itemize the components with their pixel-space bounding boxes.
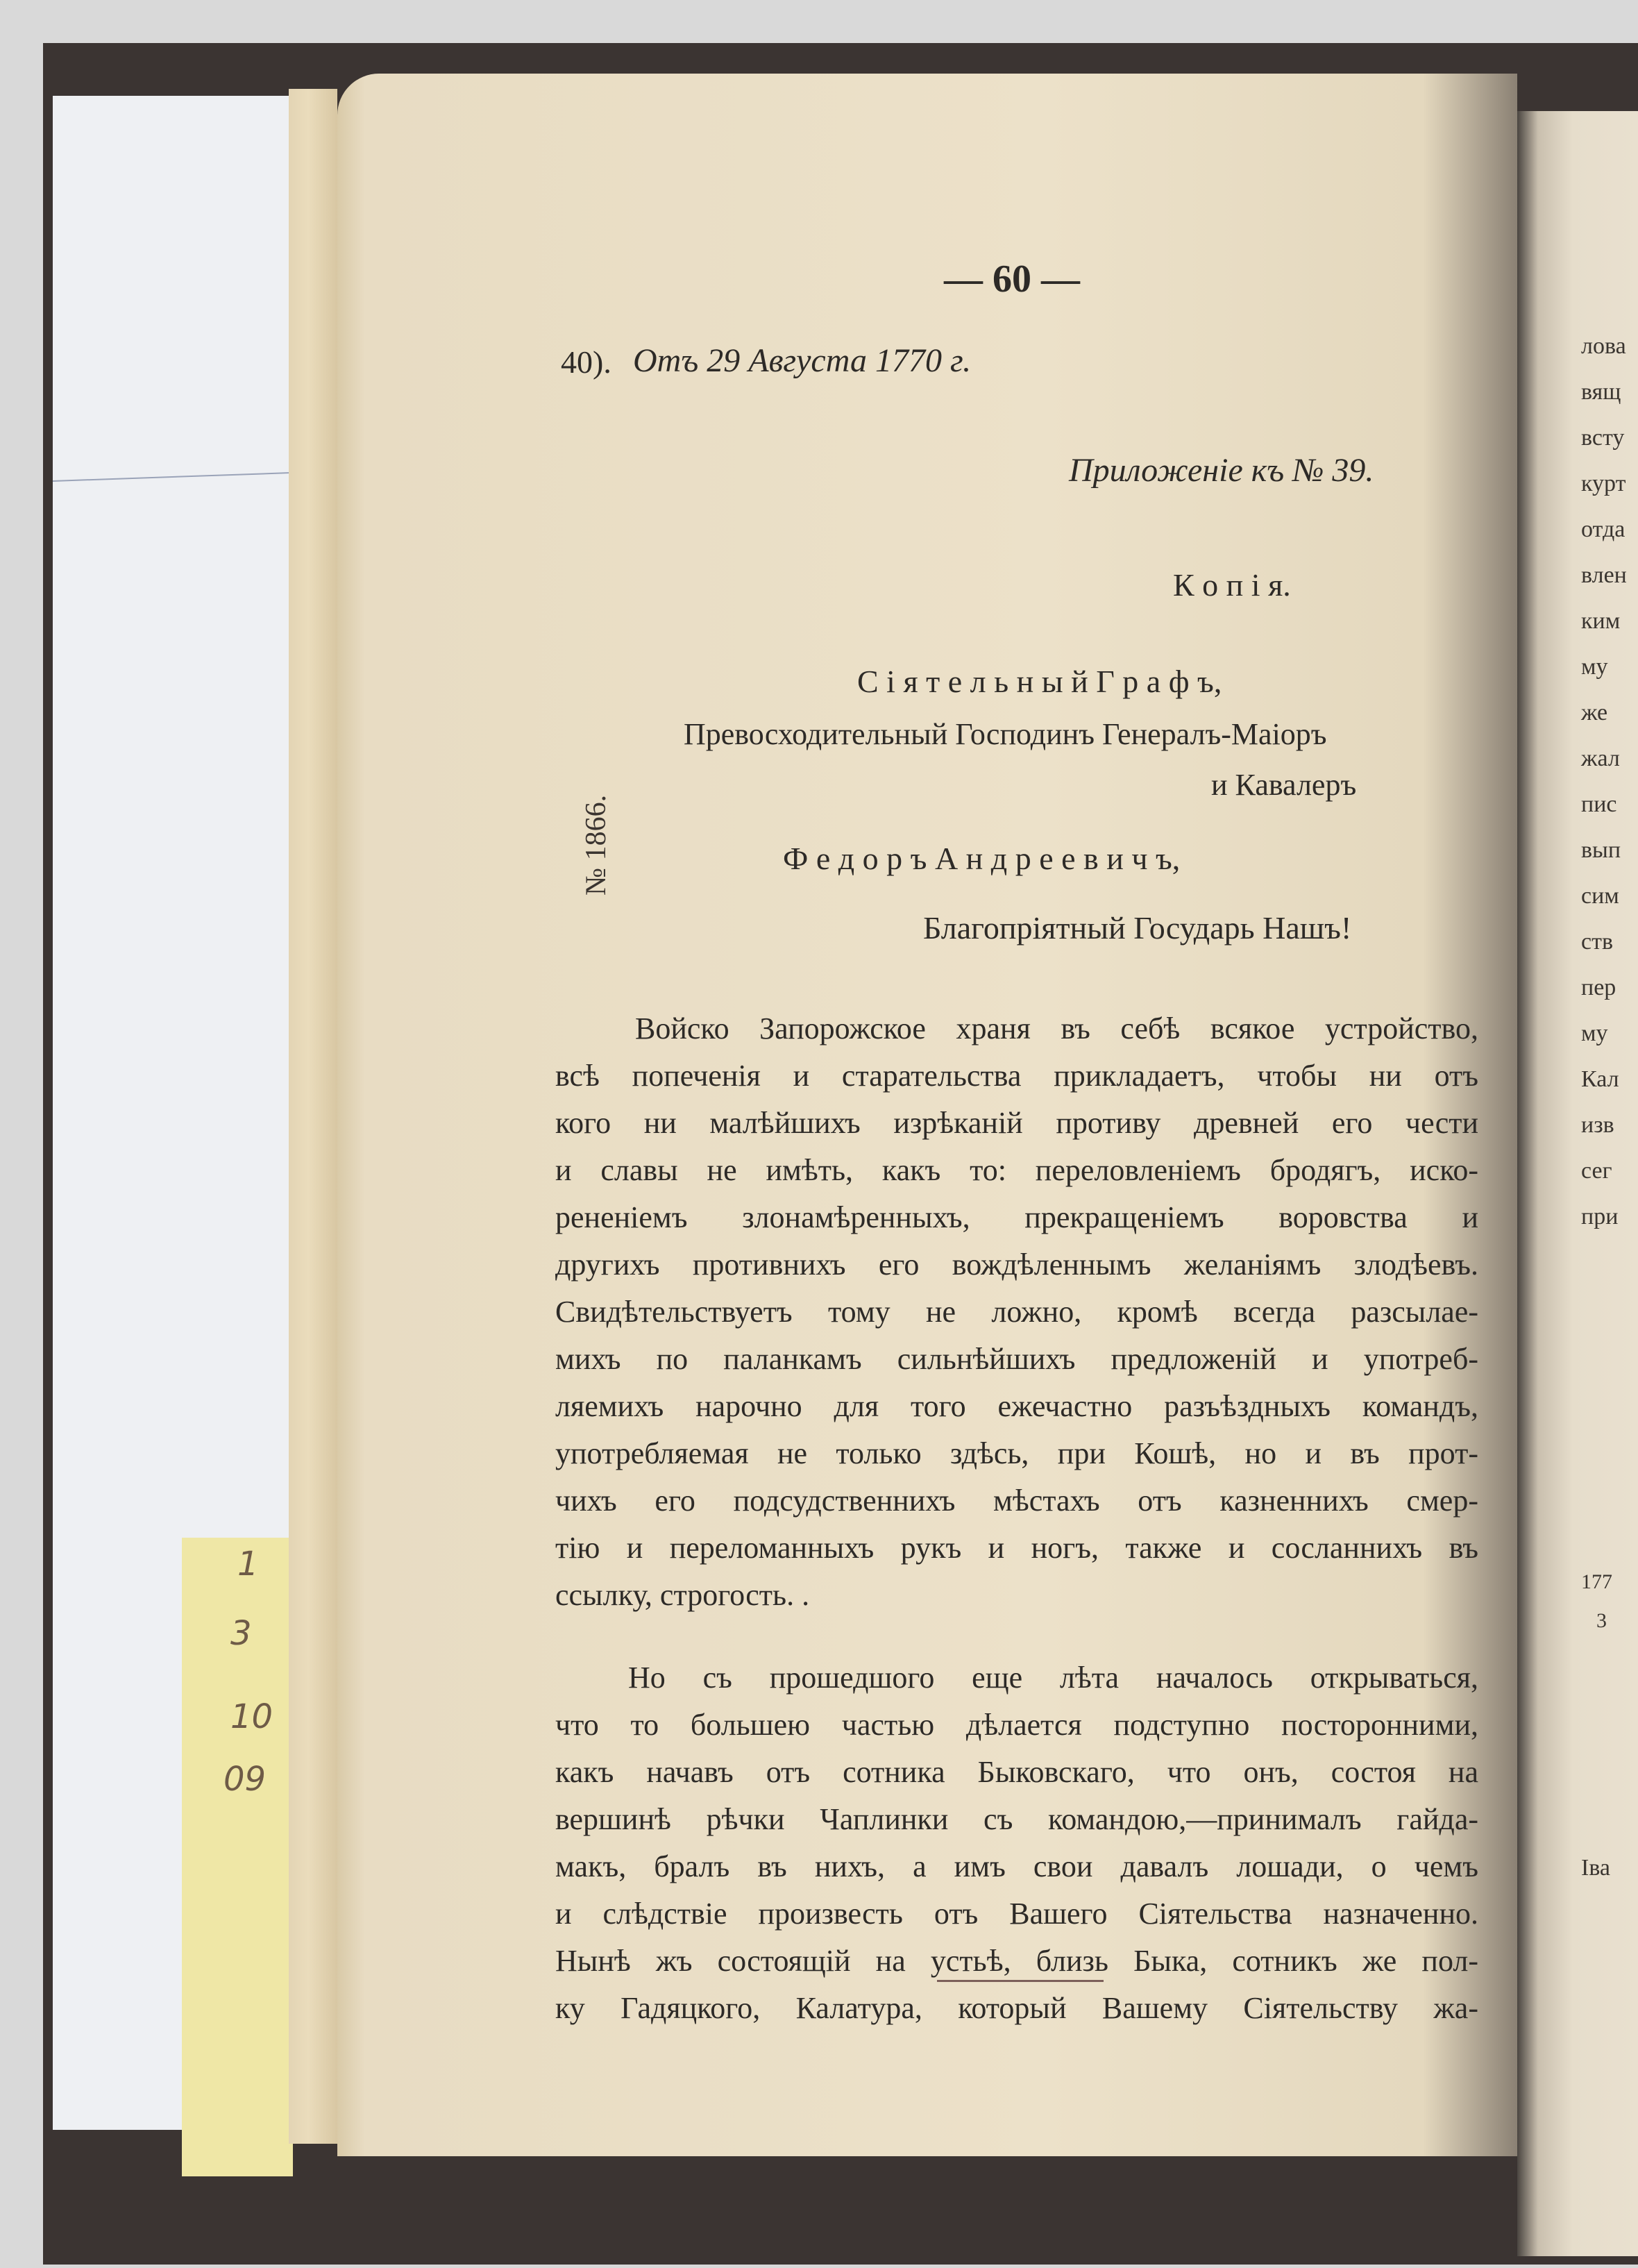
- facing-line: му: [1581, 654, 1608, 680]
- paragraph-line: что то большею частью дѣлается подступно посторонними,: [555, 1708, 1478, 1742]
- paragraph-line: какъ начавъ отъ сотника Быковскаго, что онъ, состоя на: [555, 1755, 1478, 1789]
- facing-line: ств: [1581, 929, 1614, 955]
- paragraph-line: рененіемъ злонамѣренныхъ, прекращеніемъ воровства и: [555, 1200, 1478, 1234]
- archive-stamp-number: № 1866.: [580, 794, 612, 896]
- facing-line: при: [1581, 1204, 1619, 1229]
- label-mark: 10: [230, 1697, 273, 1736]
- facing-line: 3: [1596, 1609, 1607, 1632]
- facing-line: влен: [1581, 562, 1627, 588]
- paragraph-line: ляемихъ нарочно для того ежечастно разъѣздныхъ командъ,: [555, 1389, 1478, 1423]
- entry-date: Отъ 29 Августа 1770 г.: [633, 342, 972, 379]
- facing-line: же: [1581, 700, 1608, 725]
- paragraph-line: Нынѣ жъ состоящій на устьѣ, близь Быка, сотникъ же пол-: [555, 1944, 1478, 1978]
- label-mark: 09: [223, 1760, 267, 1799]
- paragraph-line: михъ по паланкамъ сильнѣйшихъ предложеній и употреб-: [555, 1342, 1478, 1376]
- paragraph-line: употребляемая не только здѣсь, при Кошѣ, но и въ прот-: [555, 1436, 1478, 1470]
- facing-line: отда: [1581, 516, 1626, 542]
- page-stack-edge: [289, 89, 337, 2144]
- decorative-underline: [937, 1980, 1104, 1982]
- paragraph-line: макъ, бралъ въ нихъ, а имъ свои давалъ лошади, о чемъ: [555, 1849, 1478, 1883]
- facing-line: вып: [1581, 837, 1621, 863]
- greeting: Благопріятный Государь Нашъ!: [923, 910, 1352, 946]
- facing-line: жал: [1581, 746, 1620, 771]
- label-mark: 3: [230, 1614, 252, 1653]
- appendix-reference: Приложеніе къ № 39.: [1069, 452, 1374, 489]
- facing-line: изв: [1581, 1112, 1614, 1138]
- facing-line: му: [1581, 1020, 1608, 1046]
- page-number: — 60 —: [944, 258, 1080, 301]
- entry-number: 40).: [561, 344, 611, 380]
- facing-line: Іва: [1581, 1855, 1611, 1881]
- facing-line: вящ: [1581, 379, 1621, 405]
- paragraph-line: Свидѣтельствуетъ тому не ложно, кромѣ всегда разсылае-: [555, 1295, 1478, 1329]
- facing-line: 177: [1581, 1570, 1612, 1593]
- paragraph-line: ку Гадяцкого, Калатура, который Вашему Сіятельству жа-: [555, 1991, 1478, 2025]
- facing-line: курт: [1581, 471, 1626, 496]
- copy-label: К о п і я.: [1173, 567, 1291, 603]
- salutation-cavalier: и Кавалеръ: [1211, 768, 1357, 802]
- facing-line: сим: [1581, 883, 1619, 909]
- paragraph-line: кого ни малѣйшихъ изрѣканій противу древней его чести: [555, 1106, 1478, 1140]
- label-mark: 1: [237, 1545, 259, 1584]
- facing-line: пер: [1581, 975, 1616, 1000]
- paragraph-line: другихъ противнихъ его вождѣленнымъ желаніямъ злодѣевъ.: [555, 1248, 1478, 1282]
- facing-line: ким: [1581, 608, 1621, 634]
- paragraph-line: Войско Запорожское храня въ себѣ всякое устройство,: [635, 1011, 1478, 1045]
- paragraph-line: ссылку, строгость. .: [555, 1578, 810, 1612]
- paragraph-line: и славы не имѣть, какъ то: переловленіемъ бродягъ, иско-: [555, 1153, 1478, 1187]
- library-label: [182, 1538, 293, 2176]
- facing-line: Кал: [1581, 1066, 1619, 1092]
- paragraph-line: вершинѣ рѣчки Чаплинки съ командою,—принималъ гайда-: [555, 1802, 1478, 1836]
- facing-line: всту: [1581, 425, 1625, 451]
- addressee-name: Ф е д о р ъ А н д р е е в и ч ъ,: [783, 841, 1181, 876]
- facing-line: лова: [1581, 333, 1626, 359]
- salutation-title: С і я т е л ь н ы й Г р а ф ъ,: [857, 664, 1222, 699]
- paragraph-line: и слѣдствіе произвесть отъ Вашего Сіятельства назначенно.: [555, 1897, 1478, 1931]
- paragraph-line: тію и переломанныхъ рукъ и ногъ, также и сосланнихъ въ: [555, 1531, 1478, 1565]
- facing-line: сег: [1581, 1158, 1612, 1184]
- facing-line: пис: [1581, 791, 1617, 817]
- salutation-rank: Превосходительный Господинъ Генералъ-Маіоръ: [684, 717, 1327, 751]
- paragraph-line: Но съ прошедшого еще лѣта началось открываться,: [628, 1661, 1478, 1695]
- paragraph-line: чихъ его подсудственнихъ мѣстахъ отъ казненнихъ смер-: [555, 1484, 1478, 1518]
- paragraph-line: всѣ попеченія и старательства прикладаетъ, чтобы ни отъ: [555, 1059, 1478, 1093]
